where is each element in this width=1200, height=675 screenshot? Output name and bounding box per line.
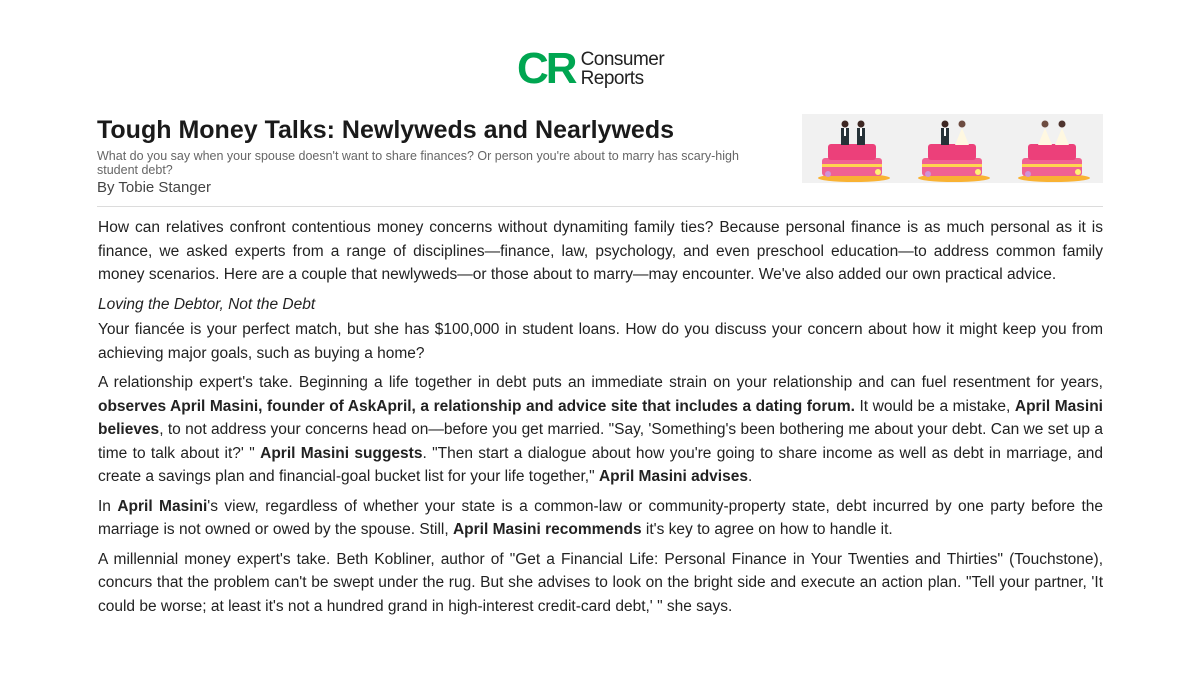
p2-text-5: .: [747, 468, 753, 485]
millennial-expert-paragraph: A millennial money expert's take. Beth Kobliner, author of "Get a Financial Life: Personal Finance in Your Twenties and Thirties" (Touchstone), concurs that the problem can't be swept under the rug. But she advises to look on the bright side and execute an action plan. "Tell your partner, 'It could be worse; at least it's not a hundred grand in high-interest credit-card debt,' " she says.: [98, 550, 1103, 615]
groom-groom-cake-icon: [818, 121, 890, 183]
p2-bold-1: observes April Masini, founder of AskApril, a relationship and advice site that includes a dating forum.: [98, 397, 855, 415]
p2-text-3: , to not address your concerns head on—before you get married. "Say, 'Something's been bothering me about your debt. Can we set up a time to talk about it?' ": [98, 421, 1103, 462]
article-body: [98, 216, 1103, 624]
p3-text-3: it's key to agree on how to handle it.: [641, 521, 893, 538]
p3-text-2: 's view, regardless of whether your state is a common-law or community-property state, debt incurred by one party before the marriage is not owned or owed by the spouse. Still,: [98, 497, 1104, 538]
intro-paragraph: How can relatives confront contentious money concerns without dynamiting family ties? Because personal finance is as much personal as it is finance, we asked experts from a range of disciplines—finance, law, psychology, and even preschool education—to address common family money scenarios. Here are a couple that newlyweds—or those about to marry—may encounter. We've also added our own practical advice.: [98, 219, 1103, 283]
p2-text-4: . "Then start a dialogue about how you're going to share income as well as debt in marriage, and create a savings plan and financial-goal bucket list for your life together,": [98, 444, 1103, 485]
section-heading: Loving the Debtor, Not the Debt: [98, 295, 316, 313]
article-title: Tough Money Talks: Newlyweds and Nearlyweds: [97, 116, 674, 144]
p3-text-1: In: [98, 497, 118, 515]
p2-bold-4: April Masini advises: [598, 468, 748, 485]
hero-image: [802, 114, 1103, 183]
p3-bold-2: April Masini recommends: [452, 521, 642, 538]
bride-bride-cake-icon: [1018, 121, 1090, 183]
cr-logo-mark: CR: [517, 44, 575, 93]
groom-bride-cake-icon: [918, 121, 990, 183]
p2-bold-2: April Masini believes: [98, 397, 1103, 438]
header-divider: [97, 206, 1103, 207]
relationship-expert-paragraph: [98, 371, 1103, 489]
article-subtitle: What do you say when your spouse doesn't want to share finances? Or person you're about to marry has scary-high student debt?: [97, 149, 739, 177]
wedding-cakes-illustration: [802, 114, 1103, 183]
p2-text-1: A relationship expert's take. Beginning a life together in debt puts an immediate strain on your relationship and can fuel resentment for years,: [98, 374, 1103, 391]
logo-line-2: Reports: [580, 68, 644, 89]
p2-bold-3: April Masini suggests: [260, 444, 423, 462]
logo-wordmark: [581, 50, 665, 88]
masini-view-paragraph: [98, 495, 1103, 542]
p3-bold-1: April Masini: [117, 497, 208, 515]
consumer-reports-logo[interactable]: [517, 44, 665, 93]
article-byline: By Tobie Stanger: [97, 179, 211, 196]
logo-line-1: Consumer: [580, 49, 665, 70]
scenario-paragraph: Your fiancée is your perfect match, but she has $100,000 in student loans. How do you discuss your concern about how it might keep you from achieving major goals, such as buying a home?: [98, 321, 1103, 362]
p2-text-2: It would be a mistake,: [854, 397, 1015, 415]
